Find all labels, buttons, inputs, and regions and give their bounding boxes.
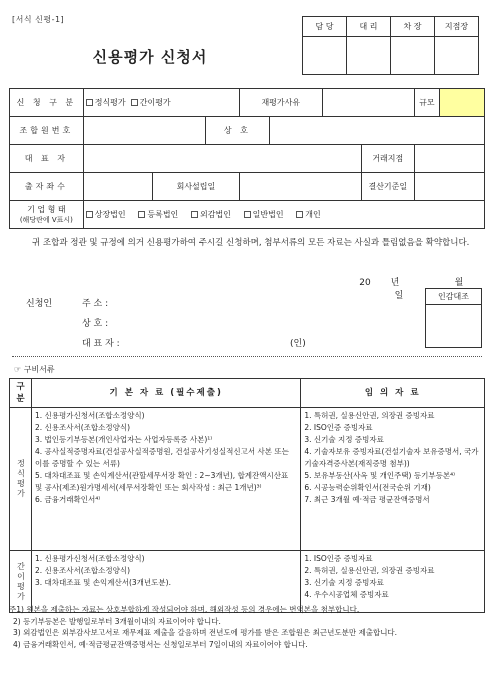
settlement-month-field[interactable] bbox=[414, 173, 484, 201]
reeval-reason-field[interactable] bbox=[322, 89, 414, 117]
approval-table bbox=[302, 16, 479, 75]
pledge-text: 귀 조합과 정관 및 규정에 의거 신용평가하여 주시길 신청하며, 첨부서류의 모든 자료는 사실과 틀림없음을 확약합니다. bbox=[32, 238, 470, 248]
scale-field[interactable] bbox=[439, 89, 484, 117]
simple-eval-category: 간이평가 bbox=[10, 551, 32, 613]
transaction-branch-field[interactable] bbox=[414, 145, 484, 173]
approval-header-assistant: 대 리 bbox=[347, 17, 391, 37]
list-item: 7. 최근 3개월 예·적금 평균잔액증명서 bbox=[304, 495, 430, 504]
list-item: 2. 특허권, 실용신안권, 의장권 증빙자료 bbox=[304, 566, 435, 575]
company-type-sublabel: (해당란에 V표시) bbox=[19, 215, 73, 224]
member-no-label: 조합원번호 bbox=[10, 117, 84, 145]
settlement-month-label: 결산기준일 bbox=[361, 173, 414, 201]
applicant-label: 신청인 bbox=[26, 299, 53, 309]
list-item: 3. 법인등기부등본(개인사업자는 사업자등록증 사본)¹⁾ bbox=[34, 435, 213, 444]
simple-eval-label: 간이평가 bbox=[139, 98, 171, 107]
representative-label: 대 표 자 bbox=[10, 145, 84, 173]
formal-eval-category: 정식평가 bbox=[10, 408, 32, 551]
approval-sign-staff[interactable] bbox=[303, 37, 347, 75]
footnote: 3) 외감법인은 외부감사보고서로 재무제표 제출을 갈음하며 전년도에 평가를 받은 조합원은 최근년도분만 제출합니다. bbox=[13, 628, 398, 637]
list-item: 5. 대차대조표 및 손익계산서(관할세무서장 확인 : 2~3개년), 합계잔액시산표 및 공사(제조)원가명세서(세무서장확인 또는 회사작성 : 최근 1개년)³⁾ bbox=[34, 471, 289, 492]
list-item: 6. 금융거래확인서⁴⁾ bbox=[34, 495, 101, 504]
list-item: 2. 신용조사서(조합소정양식) bbox=[34, 566, 131, 575]
applicant-address-label: 주 소 : bbox=[82, 299, 109, 309]
applicant-rep-label: 대 표 자 : bbox=[82, 339, 120, 349]
establishment-date-label: 회사설립일 bbox=[152, 173, 239, 201]
page-title: 신용평가 신청서 bbox=[92, 48, 208, 66]
date-year: 20 bbox=[359, 278, 371, 288]
general-corp-checkbox[interactable] bbox=[244, 211, 251, 218]
scale-label: 규모 bbox=[414, 89, 439, 117]
trade-name-label: 상 호 bbox=[205, 117, 270, 145]
list-item: 3. 신기술 지정 증빙자료 bbox=[304, 578, 384, 587]
listed-corp-checkbox[interactable] bbox=[86, 211, 93, 218]
list-item: 3. 대차대조표 및 손익계산서(3개년도분). bbox=[34, 578, 171, 587]
formal-optional-list bbox=[301, 408, 485, 551]
transaction-branch-label: 거래지점 bbox=[361, 145, 414, 173]
list-item: 6. 시공능력순위확인서(전국순위 기재) bbox=[304, 483, 431, 492]
audited-corp-checkbox[interactable] bbox=[191, 211, 198, 218]
contribution-label: 출자좌수 bbox=[10, 173, 84, 201]
footnote: 주1) 원본을 제출하는 자료는 상호부합하게 작성되어야 하며, 해외작성 등의 경우에는 번역본을 첨부합니다. bbox=[9, 605, 360, 614]
footnotes bbox=[9, 604, 485, 650]
list-item: 4. 공사실적증명자료(건설공사실적증명원, 건설공사기성실적신고서 사본 또는 이를 증명할 수 있는 서류) bbox=[34, 447, 289, 468]
date-year-unit: 년 bbox=[390, 278, 400, 288]
application-type-label: 신 청 구 분 bbox=[10, 89, 84, 117]
trade-name-field[interactable] bbox=[270, 117, 485, 145]
company-type-options bbox=[83, 201, 484, 229]
applicant-seal-note: (인) bbox=[290, 339, 306, 349]
docs-col-basic: 기 본 자 료 (필수제출) bbox=[31, 379, 300, 408]
formal-eval-checkbox[interactable] bbox=[86, 99, 93, 106]
required-docs-title: ☞ 구비서류 bbox=[14, 365, 55, 374]
registered-corp-label: 등록법인 bbox=[147, 210, 179, 219]
list-item: 2. 신용조사서(조합소정양식) bbox=[34, 423, 131, 432]
list-item: 1. 신용평가신청서(조합소정양식) bbox=[34, 554, 145, 563]
required-docs-table bbox=[9, 378, 485, 613]
date-day-unit: 일 bbox=[394, 291, 404, 301]
docs-col-optional: 임 의 자 료 bbox=[301, 379, 485, 408]
list-item: 3. 신기술 지정 증빙자료 bbox=[304, 435, 384, 444]
date-month-unit: 월 bbox=[454, 278, 464, 288]
establishment-date-field[interactable] bbox=[239, 173, 361, 201]
approval-sign-assistant[interactable] bbox=[347, 37, 391, 75]
formal-eval-label: 정식평가 bbox=[94, 98, 126, 107]
approval-sign-manager[interactable] bbox=[435, 37, 479, 75]
approval-header-manager: 지점장 bbox=[435, 17, 479, 37]
formal-basic-list bbox=[31, 408, 300, 551]
list-item: 4. 기술자보유 증빙자료(건설기술자 보유증명서, 국가기술자격증사본(재직증명 첨부)) bbox=[304, 447, 479, 468]
contribution-field[interactable] bbox=[83, 173, 152, 201]
individual-checkbox[interactable] bbox=[296, 211, 303, 218]
individual-label: 개인 bbox=[305, 210, 321, 219]
approval-header-staff: 담 당 bbox=[303, 17, 347, 37]
company-type-label: 기 업 형 태 bbox=[27, 204, 66, 214]
registered-corp-checkbox[interactable] bbox=[138, 211, 145, 218]
approval-sign-deputy[interactable] bbox=[391, 37, 435, 75]
listed-corp-label: 상장법인 bbox=[94, 210, 126, 219]
company-type-label-cell bbox=[10, 201, 84, 229]
list-item: 1. 특허권, 실용신안권, 의장권 증빙자료 bbox=[304, 411, 435, 420]
list-item: 4. 우수시공업체 증빙자료 bbox=[304, 590, 389, 599]
application-type-options bbox=[83, 89, 239, 117]
applicant-trade-label: 상 호 : bbox=[82, 319, 109, 329]
list-item: 1. 신용평가신청서(조합소정양식) bbox=[34, 411, 145, 420]
application-form-table bbox=[9, 88, 485, 229]
footnote: 2) 등기부등본은 발행일로부터 3개월이내의 자료이어야 합니다. bbox=[13, 616, 221, 626]
seal-check-label: 인감대조 bbox=[426, 289, 481, 305]
section-divider bbox=[12, 356, 482, 357]
member-no-field[interactable] bbox=[83, 117, 205, 145]
footnote: 4) 금융거래확인서, 예·적금평균잔액증명서는 신청일로부터 7일이내의 자료이어야 합니다. bbox=[13, 639, 308, 649]
approval-header-deputy: 차 장 bbox=[391, 17, 435, 37]
list-item: 1. ISO인증 증빙자료 bbox=[304, 554, 373, 563]
general-corp-label: 일반법인 bbox=[252, 210, 284, 219]
list-item: 5. 보유부동산(사옥 및 개인주택) 등기부등본⁴⁾ bbox=[304, 471, 455, 480]
reeval-reason-label: 재평가사유 bbox=[239, 89, 322, 117]
seal-check-box[interactable] bbox=[425, 288, 482, 348]
representative-field[interactable] bbox=[83, 145, 361, 173]
audited-corp-label: 외감법인 bbox=[200, 210, 231, 219]
simple-eval-checkbox[interactable] bbox=[131, 99, 138, 106]
docs-col-category: 구분 bbox=[10, 379, 32, 408]
list-item: 2. ISO인증 증빙자료 bbox=[304, 423, 373, 432]
form-code: [서식 신평-1] bbox=[12, 15, 65, 24]
